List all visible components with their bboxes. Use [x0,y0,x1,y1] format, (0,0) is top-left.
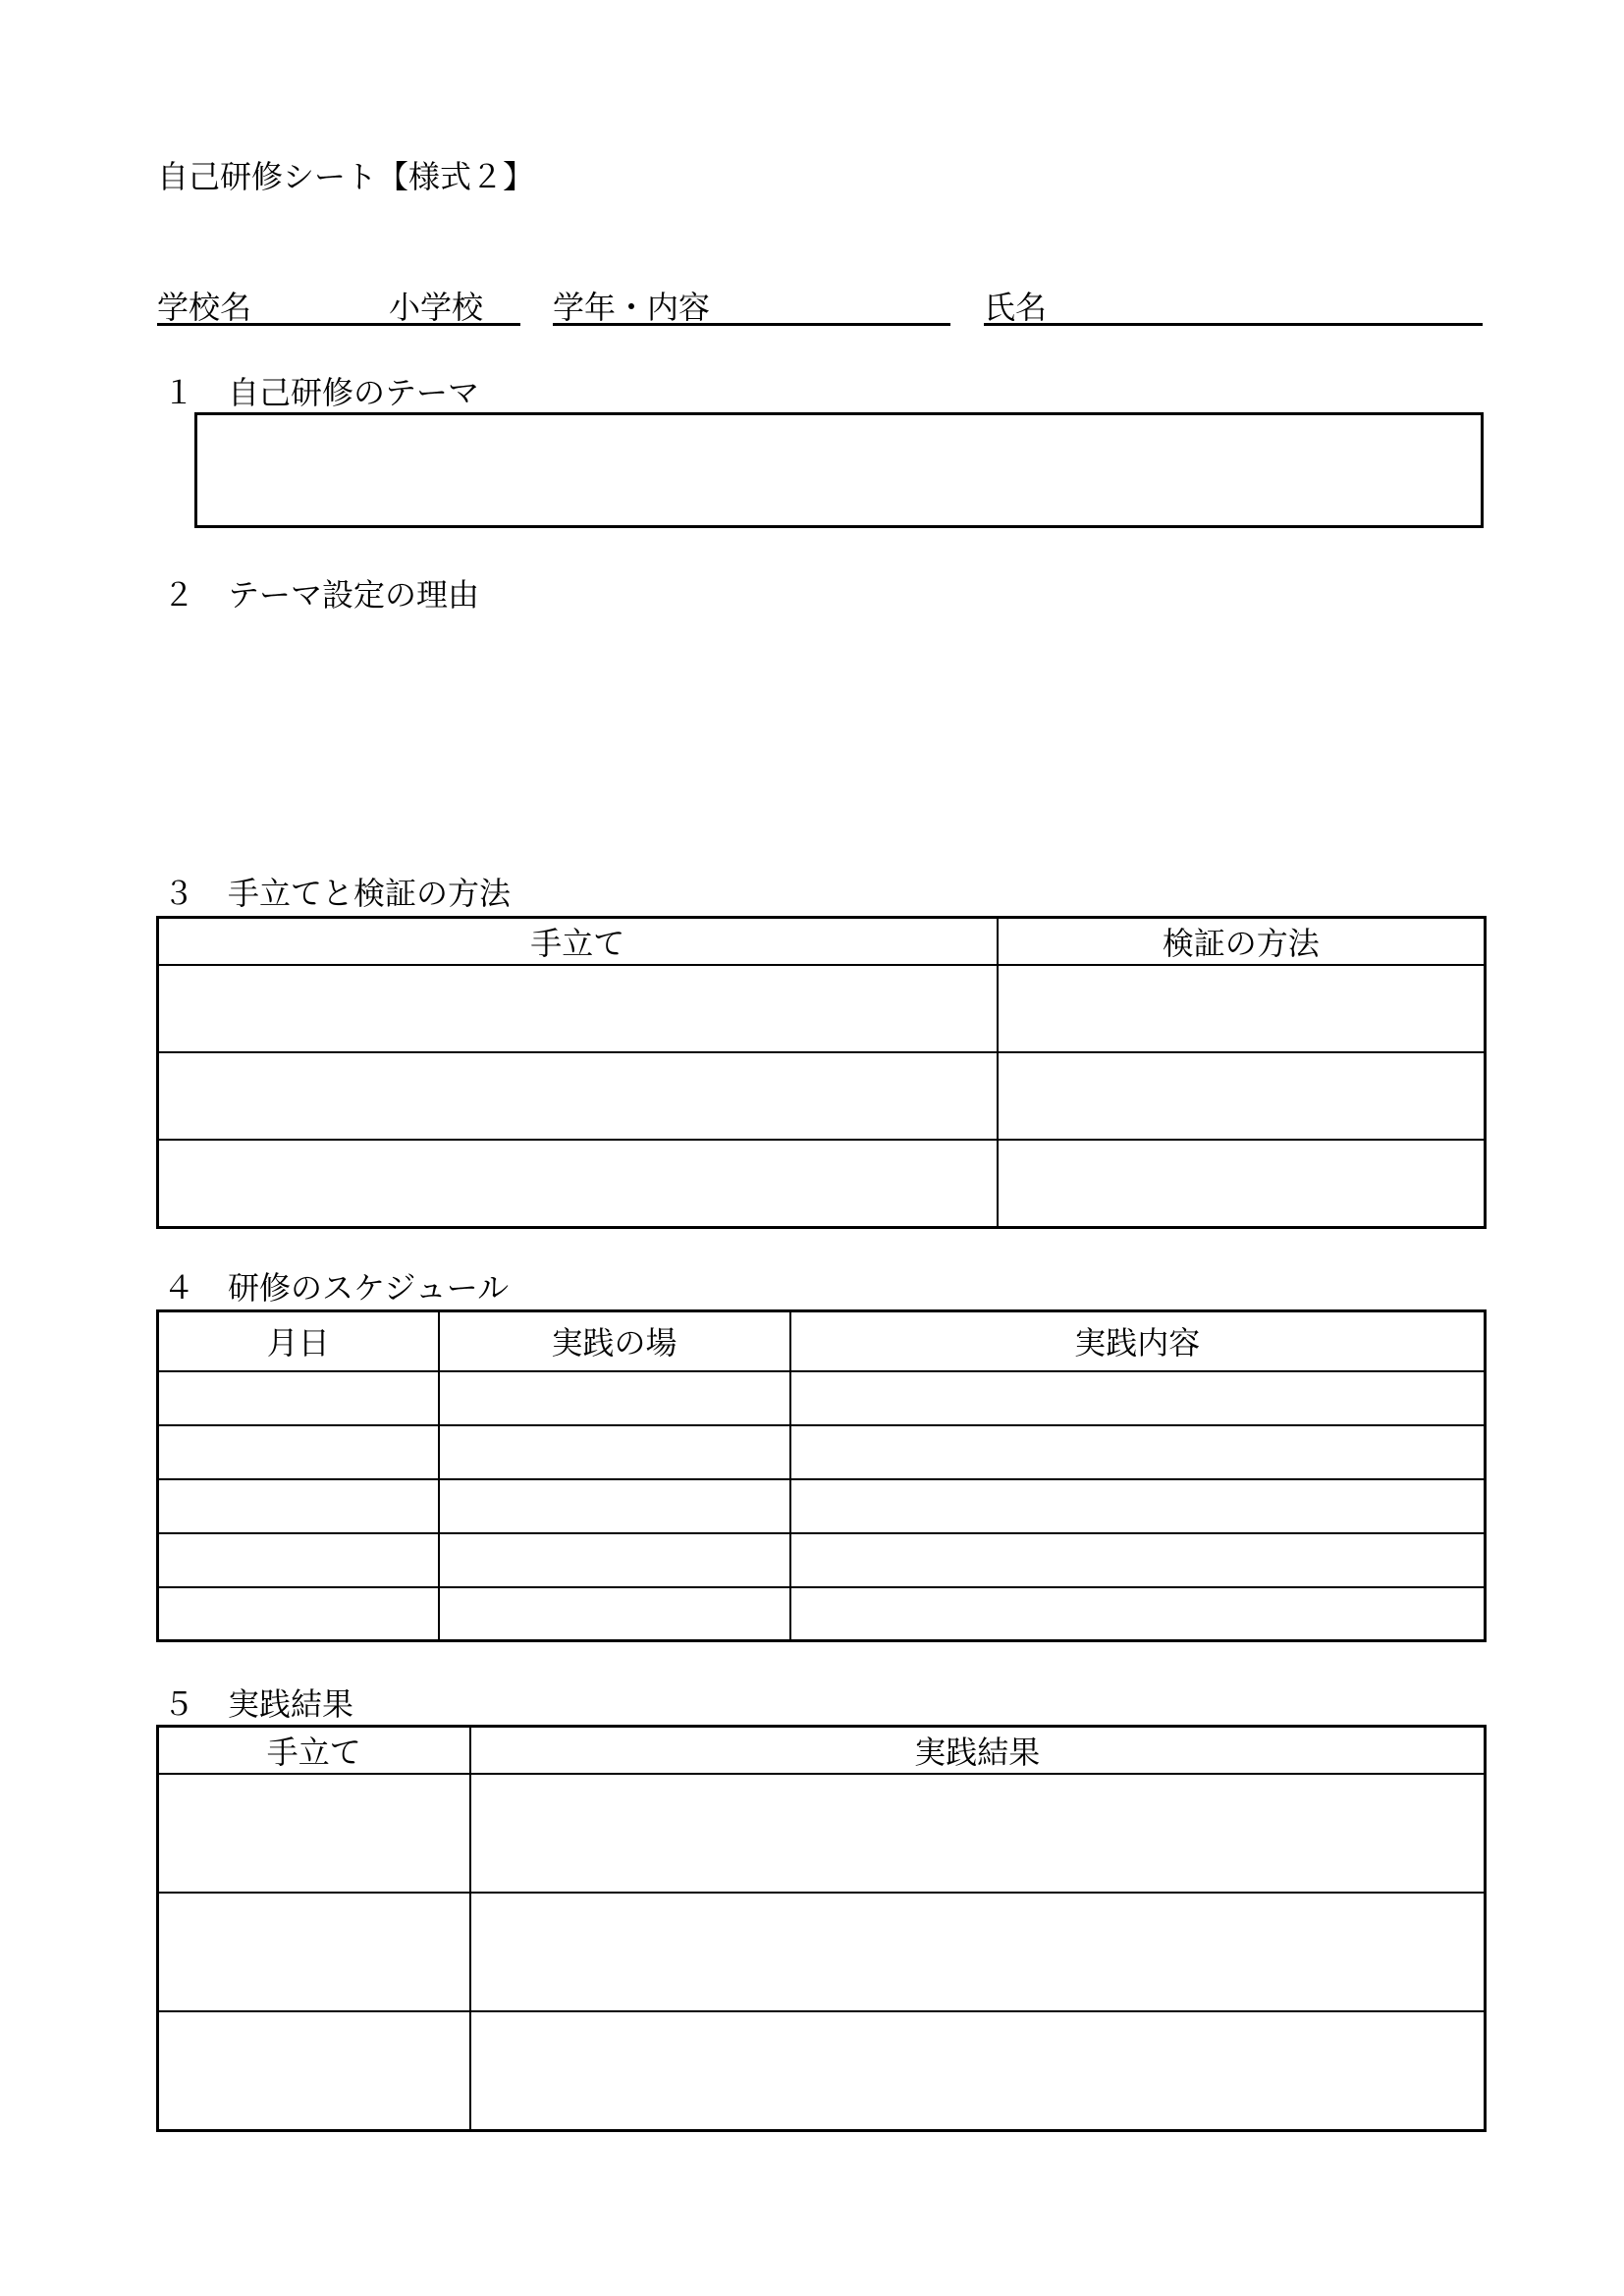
section-3-heading [157,874,511,913]
results-strategy-cell[interactable] [158,2011,470,2130]
methods-col-verification: 検証の方法 [998,918,1486,966]
school-name-label: 学校名 [157,289,252,326]
methods-table [156,916,1487,1229]
schedule-place-cell[interactable] [439,1479,790,1533]
reason-writing-area[interactable] [194,628,1484,854]
section-1-number: １ [163,374,195,411]
schedule-content-cell[interactable] [790,1587,1486,1641]
methods-table-row [158,1140,1486,1227]
results-table-row [158,2011,1486,2130]
results-col-result: 実践結果 [470,1727,1486,1775]
name-field[interactable] [984,289,1483,326]
methods-strategy-cell[interactable] [158,965,998,1052]
section-1-heading [157,373,479,412]
section-5-title: 実践結果 [228,1685,354,1723]
methods-verification-cell[interactable] [998,965,1486,1052]
methods-table-header-row [158,918,1486,966]
section-4-title: 研修のスケジュール [228,1269,510,1307]
theme-input-box[interactable] [194,412,1484,528]
schedule-col-place: 実践の場 [439,1311,790,1371]
schedule-col-date: 月日 [158,1311,439,1371]
schedule-place-cell[interactable] [439,1587,790,1641]
results-strategy-cell[interactable] [158,1893,470,2011]
section-5-heading [157,1684,353,1724]
schedule-table [156,1309,1487,1642]
name-label: 氏名 [984,289,1048,326]
schedule-place-cell[interactable] [439,1371,790,1425]
results-table-row [158,1774,1486,1893]
results-table-row [158,1893,1486,2011]
section-5-number: ５ [163,1685,195,1723]
section-4-number: ４ [163,1269,195,1307]
schedule-date-cell[interactable] [158,1371,439,1425]
schedule-date-cell[interactable] [158,1587,439,1641]
grade-content-field[interactable] [553,289,950,326]
section-3-number: ３ [163,875,195,912]
section-2-heading [157,575,479,614]
methods-strategy-cell[interactable] [158,1052,998,1140]
section-2-title: テーマ設定の理由 [228,576,480,614]
results-col-strategy: 手立て [158,1727,470,1775]
results-table [156,1725,1487,2132]
results-strategy-cell[interactable] [158,1774,470,1893]
schedule-table-row [158,1479,1486,1533]
methods-verification-cell[interactable] [998,1140,1486,1227]
schedule-date-cell[interactable] [158,1425,439,1479]
schedule-content-cell[interactable] [790,1425,1486,1479]
schedule-col-content: 実践内容 [790,1311,1486,1371]
results-result-cell[interactable] [470,1893,1486,2011]
results-result-cell[interactable] [470,1774,1486,1893]
grade-content-label: 学年・内容 [553,289,711,326]
methods-table-row [158,1052,1486,1140]
schedule-place-cell[interactable] [439,1425,790,1479]
schedule-date-cell[interactable] [158,1479,439,1533]
schedule-date-cell[interactable] [158,1533,439,1587]
section-3-title: 手立てと検証の方法 [228,875,512,912]
schedule-table-row [158,1425,1486,1479]
results-table-header-row [158,1727,1486,1775]
schedule-table-header-row [158,1311,1486,1371]
schedule-table-row [158,1533,1486,1587]
schedule-table-row [158,1587,1486,1641]
schedule-content-cell[interactable] [790,1479,1486,1533]
school-suffix-label: 小学校 [389,289,484,326]
school-name-field[interactable] [157,289,520,326]
schedule-place-cell[interactable] [439,1533,790,1587]
section-1-title: 自己研修のテーマ [228,374,480,411]
section-2-number: ２ [163,576,195,614]
methods-verification-cell[interactable] [998,1052,1486,1140]
schedule-content-cell[interactable] [790,1533,1486,1587]
document-title: 自己研修シート【様式２】 [157,158,535,195]
methods-table-row [158,965,1486,1052]
methods-strategy-cell[interactable] [158,1140,998,1227]
results-result-cell[interactable] [470,2011,1486,2130]
methods-col-strategy: 手立て [158,918,998,966]
schedule-table-row [158,1371,1486,1425]
section-4-heading [157,1268,509,1308]
schedule-content-cell[interactable] [790,1371,1486,1425]
